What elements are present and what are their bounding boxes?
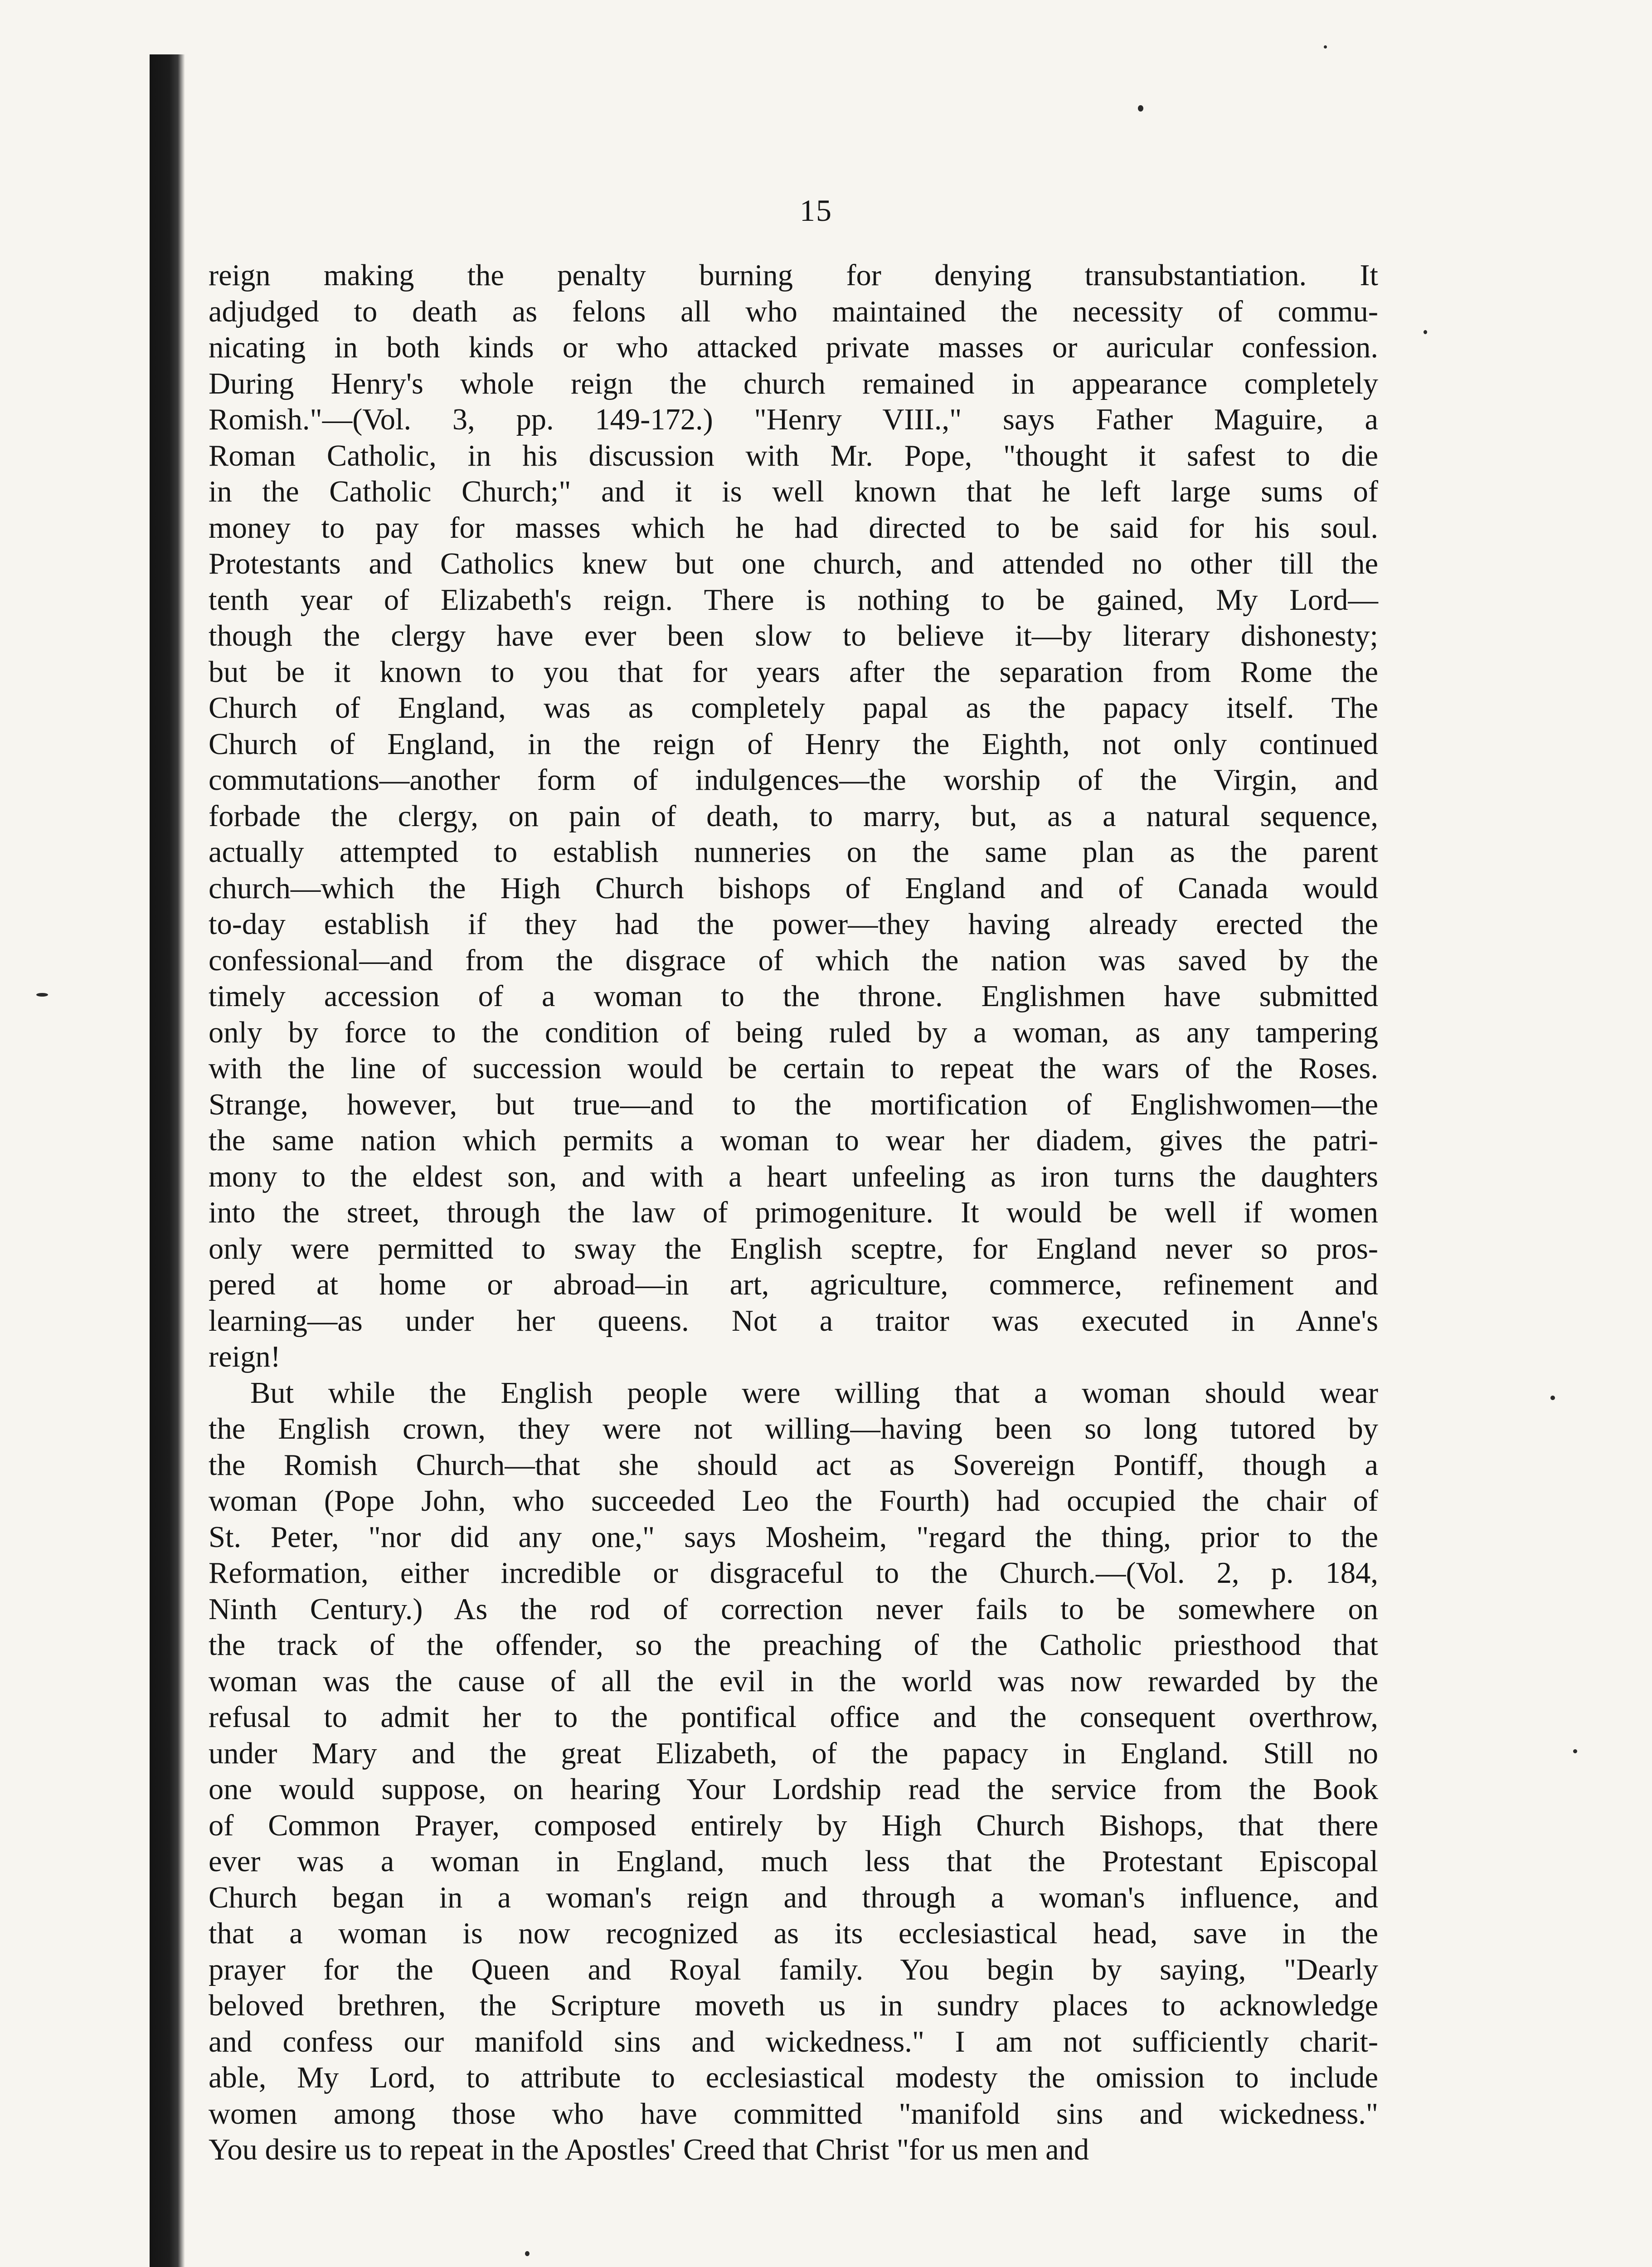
text-line: women among those who have committed "manifold sins and wickedness." <box>209 2097 1378 2131</box>
text-line: timely accession of a woman to the throne. Englishmen have submitted <box>209 980 1378 1013</box>
paragraph <box>209 1375 1378 2168</box>
text-line: woman (Pope John, who succeeded Leo the Fourth) had occupied the chair of <box>209 1484 1378 1518</box>
text-line: under Mary and the great Elizabeth, of the papacy in England. Still no <box>209 1737 1378 1770</box>
text-line: though the clergy have ever been slow to believe it—by literary dishonesty; <box>209 619 1378 652</box>
scan-speck <box>1573 1749 1577 1753</box>
binding-edge <box>150 54 185 2267</box>
text-line: Church began in a woman's reign and through a woman's influence, and <box>209 1881 1378 1914</box>
text-line: pered at home or abroad—in art, agriculture, commerce, refinement and <box>209 1268 1378 1301</box>
text-line: reign! <box>209 1340 281 1373</box>
scan-speck <box>525 2251 530 2256</box>
text-line: the Romish Church—that she should act as Sovereign Pontiff, though a <box>209 1448 1378 1482</box>
text-line: Protestants and Catholics knew but one church, and attended no other till the <box>209 547 1378 580</box>
text-line: money to pay for masses which he had directed to be said for his soul. <box>209 511 1378 545</box>
text-line: mony to the eldest son, and with a heart unfeeling as iron turns the daughters <box>209 1160 1378 1193</box>
text-line: only by force to the condition of being ruled by a woman, as any tampering <box>209 1016 1378 1049</box>
scan-speck <box>1550 1396 1555 1400</box>
text-line: Ninth Century.) As the rod of correction never fails to be somewhere on <box>209 1592 1378 1626</box>
text-line: of Common Prayer, composed entirely by High Church Bishops, that there <box>209 1809 1378 1842</box>
text-line: Romish."—(Vol. 3, pp. 149-172.) "Henry VIII.," says Father Maguire, a <box>209 403 1378 436</box>
text-line: forbade the clergy, on pain of death, to marry, but, as a natural sequence, <box>209 799 1378 833</box>
text-line: the English crown, they were not willing—having been so long tutored by <box>209 1412 1378 1445</box>
text-line: ever was a woman in England, much less that the Protestant Episcopal <box>209 1845 1378 1878</box>
page-number: 15 <box>800 193 832 228</box>
text-line: reign making the penalty burning for denying transubstantiation. It <box>209 259 1378 292</box>
text-line: Roman Catholic, in his discussion with Mr. Pope, "thought it safest to die <box>209 439 1378 472</box>
text-line: able, My Lord, to attribute to ecclesiastical modesty the omission to include <box>209 2061 1378 2094</box>
text-line: During Henry's whole reign the church remained in appearance completely <box>209 367 1378 400</box>
text-line: with the line of succession would be certain to repeat the wars of the Roses. <box>209 1052 1378 1085</box>
text-line: adjudged to death as felons all who maintained the necessity of commu- <box>209 295 1378 328</box>
text-line: in the Catholic Church;" and it is well known that he left large sums of <box>209 475 1378 508</box>
scan-speck <box>1424 330 1427 334</box>
text-line: beloved brethren, the Scripture moveth us in sundry places to acknowledge <box>209 1989 1378 2022</box>
text-line: You desire us to repeat in the Apostles' Creed that Christ "for us men and <box>209 2133 1089 2166</box>
text-line: Church of England, was as completely papal as the papacy itself. The <box>209 691 1378 725</box>
text-line: Strange, however, but true—and to the mortification of Englishwomen—the <box>209 1088 1378 1121</box>
text-line: prayer for the Queen and Royal family. You begin by saying, "Dearly <box>209 1953 1378 1986</box>
text-line: commutations—another form of indulgences—the worship of the Virgin, and <box>209 764 1378 797</box>
text-line: the same nation which permits a woman to wear her diadem, gives the patri- <box>209 1124 1378 1157</box>
text-line: church—which the High Church bishops of England and of Canada would <box>209 871 1378 905</box>
text-line: learning—as under her queens. Not a traitor was executed in Anne's <box>209 1304 1378 1338</box>
text-line: Church of England, in the reign of Henry the Eighth, not only continued <box>209 727 1378 761</box>
text-line: only were permitted to sway the English sceptre, for England never so pros- <box>209 1232 1378 1265</box>
text-line: St. Peter, "nor did any one," says Mosheim, "regard the thing, prior to the <box>209 1520 1378 1554</box>
text-line: actually attempted to establish nunneries on the same plan as the parent <box>209 836 1378 869</box>
text-line: Reformation, either incredible or disgraceful to the Church.—(Vol. 2, p. 184, <box>209 1557 1378 1590</box>
scan-speck <box>36 993 48 997</box>
body-text <box>209 258 1378 2168</box>
scan-speck <box>1324 45 1327 49</box>
text-line: one would suppose, on hearing Your Lordship read the service from the Book <box>209 1773 1378 1806</box>
text-line: confessional—and from the disgrace of which the nation was saved by the <box>209 944 1378 977</box>
text-line: but be it known to you that for years after the separation from Rome the <box>209 655 1378 689</box>
text-line: to-day establish if they had the power—they having already erected the <box>209 908 1378 941</box>
scan-speck <box>1138 105 1143 112</box>
text-line: and confess our manifold sins and wickedness." I am not sufficiently charit- <box>209 2025 1378 2058</box>
text-line: nicating in both kinds or who attacked private masses or auricular confession. <box>209 331 1378 364</box>
text-line: But while the English people were willing that a woman should wear <box>250 1376 1378 1410</box>
text-line: refusal to admit her to the pontifical office and the consequent overthrow, <box>209 1701 1378 1734</box>
text-line: tenth year of Elizabeth's reign. There is nothing to be gained, My Lord— <box>209 583 1378 617</box>
text-line: into the street, through the law of primogeniture. It would be well if women <box>209 1196 1378 1229</box>
paragraph <box>209 258 1378 1375</box>
text-line: that a woman is now recognized as its ecclesiastical head, save in the <box>209 1917 1378 1950</box>
text-line: the track of the offender, so the preaching of the Catholic priesthood that <box>209 1629 1378 1662</box>
text-line: woman was the cause of all the evil in the world was now rewarded by the <box>209 1664 1378 1698</box>
